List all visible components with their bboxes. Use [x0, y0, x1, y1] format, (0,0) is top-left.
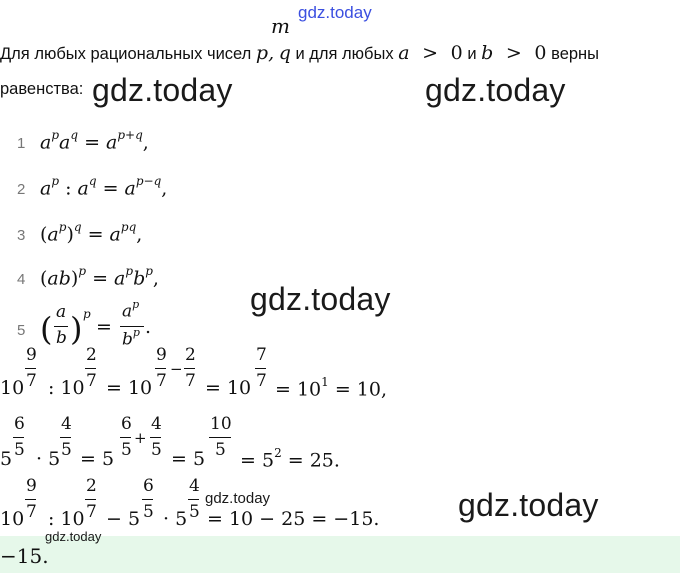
watermark-top: gdz.today — [298, 3, 372, 22]
watermark-top-right: gdz.today — [425, 72, 566, 108]
watermark-middle: gdz.today — [250, 281, 391, 317]
property-formula: $a^p$ : $a^q = a^{p-q}$, — [40, 174, 168, 200]
watermark-bottom-right: gdz.today — [458, 487, 599, 523]
header-fragment: m — [271, 14, 290, 38]
property-number: 4 — [17, 271, 26, 288]
answer-value: −15. — [0, 544, 49, 568]
watermark-small-bottom: gdz.today — [45, 529, 102, 544]
property-formula: $(a^p)^q = a^{pq}$, — [40, 220, 143, 246]
watermark-small-mid: gdz.today — [205, 490, 271, 507]
property-formula: $a^pa^q = a^{p+q}$, — [40, 128, 149, 154]
answer-panel — [0, 536, 680, 573]
property-number: 1 — [17, 135, 26, 152]
intro-line-2: равенства: — [0, 80, 84, 98]
property-number: 2 — [17, 181, 26, 198]
watermark-left: gdz.today — [92, 72, 233, 108]
property-number: 5 — [17, 322, 26, 339]
property-number: 3 — [17, 227, 26, 244]
property-formula: $(ab)^p = a^pb^p$, — [40, 264, 159, 290]
intro-line-1: Для любых рациональных чисел p, q и для любых a > 0 и b > 0 верны — [0, 42, 600, 64]
